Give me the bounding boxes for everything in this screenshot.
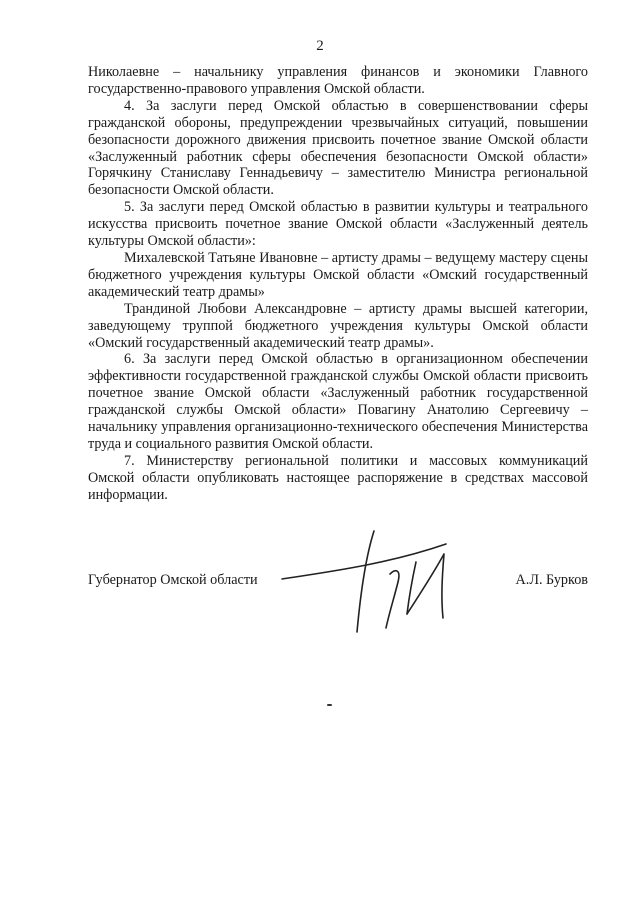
handwritten-signature: [278, 522, 478, 642]
signatory-name: А.Л. Бурков: [515, 572, 588, 588]
paragraph-item-5-recipient-2: Трандиной Любови Александровне – артисту драмы высшей категории, заведующему труппой бюджетного учреждения культуры Омской области «Омский государственный академический театр драмы».: [88, 300, 588, 351]
paragraph-continuation: Николаевне – начальнику управления финансов и экономики Главного государственно-правового управления Омской области.: [88, 64, 588, 97]
paragraph-item-4: 4. За заслуги перед Омской областью в совершенствовании сферы гражданской обороны, предупреждении чрезвычайных ситуаций, повышении безопасности дорожного движения присвоить почетное звание Омской области «Заслуженный работник сферы обеспечения безопасности Омской области» Горячкину Станиславу Геннадьевичу – заместителю Министра региональной безопасности Омской области.: [88, 97, 588, 199]
scan-speck: [327, 704, 332, 706]
paragraph-item-7: 7. Министерству региональной политики и массовых коммуникаций Омской области опубликовать настоящее распоряжение в средствах массовой информации.: [88, 452, 588, 503]
paragraph-item-5-recipient-1: Михалевской Татьяне Ивановне – артисту драмы – ведущему мастеру сцены бюджетного учреждения культуры Омской области «Омский государственный академический театр драмы»: [88, 249, 588, 300]
document-body: [88, 64, 588, 504]
signatory-role: Губернатор Омской области: [88, 572, 258, 588]
paragraph-item-6: 6. За заслуги перед Омской областью в организационном обеспечении эффективности государственной гражданской службы Омской области присвоить почетное звание Омской области «Заслуженный работник государственной гражданской службы Омской области» Повагину Анатолию Сергеевичу – начальнику управления организационно-технического обеспечения Министерства труда и социального развития Омской области.: [88, 351, 588, 452]
page-number: 2: [316, 38, 324, 54]
paragraph-item-5: 5. За заслуги перед Омской областью в развитии культуры и театрального искусства присвоить почетное звание Омской области «Заслуженный деятель культуры Омской области»:: [88, 199, 588, 250]
